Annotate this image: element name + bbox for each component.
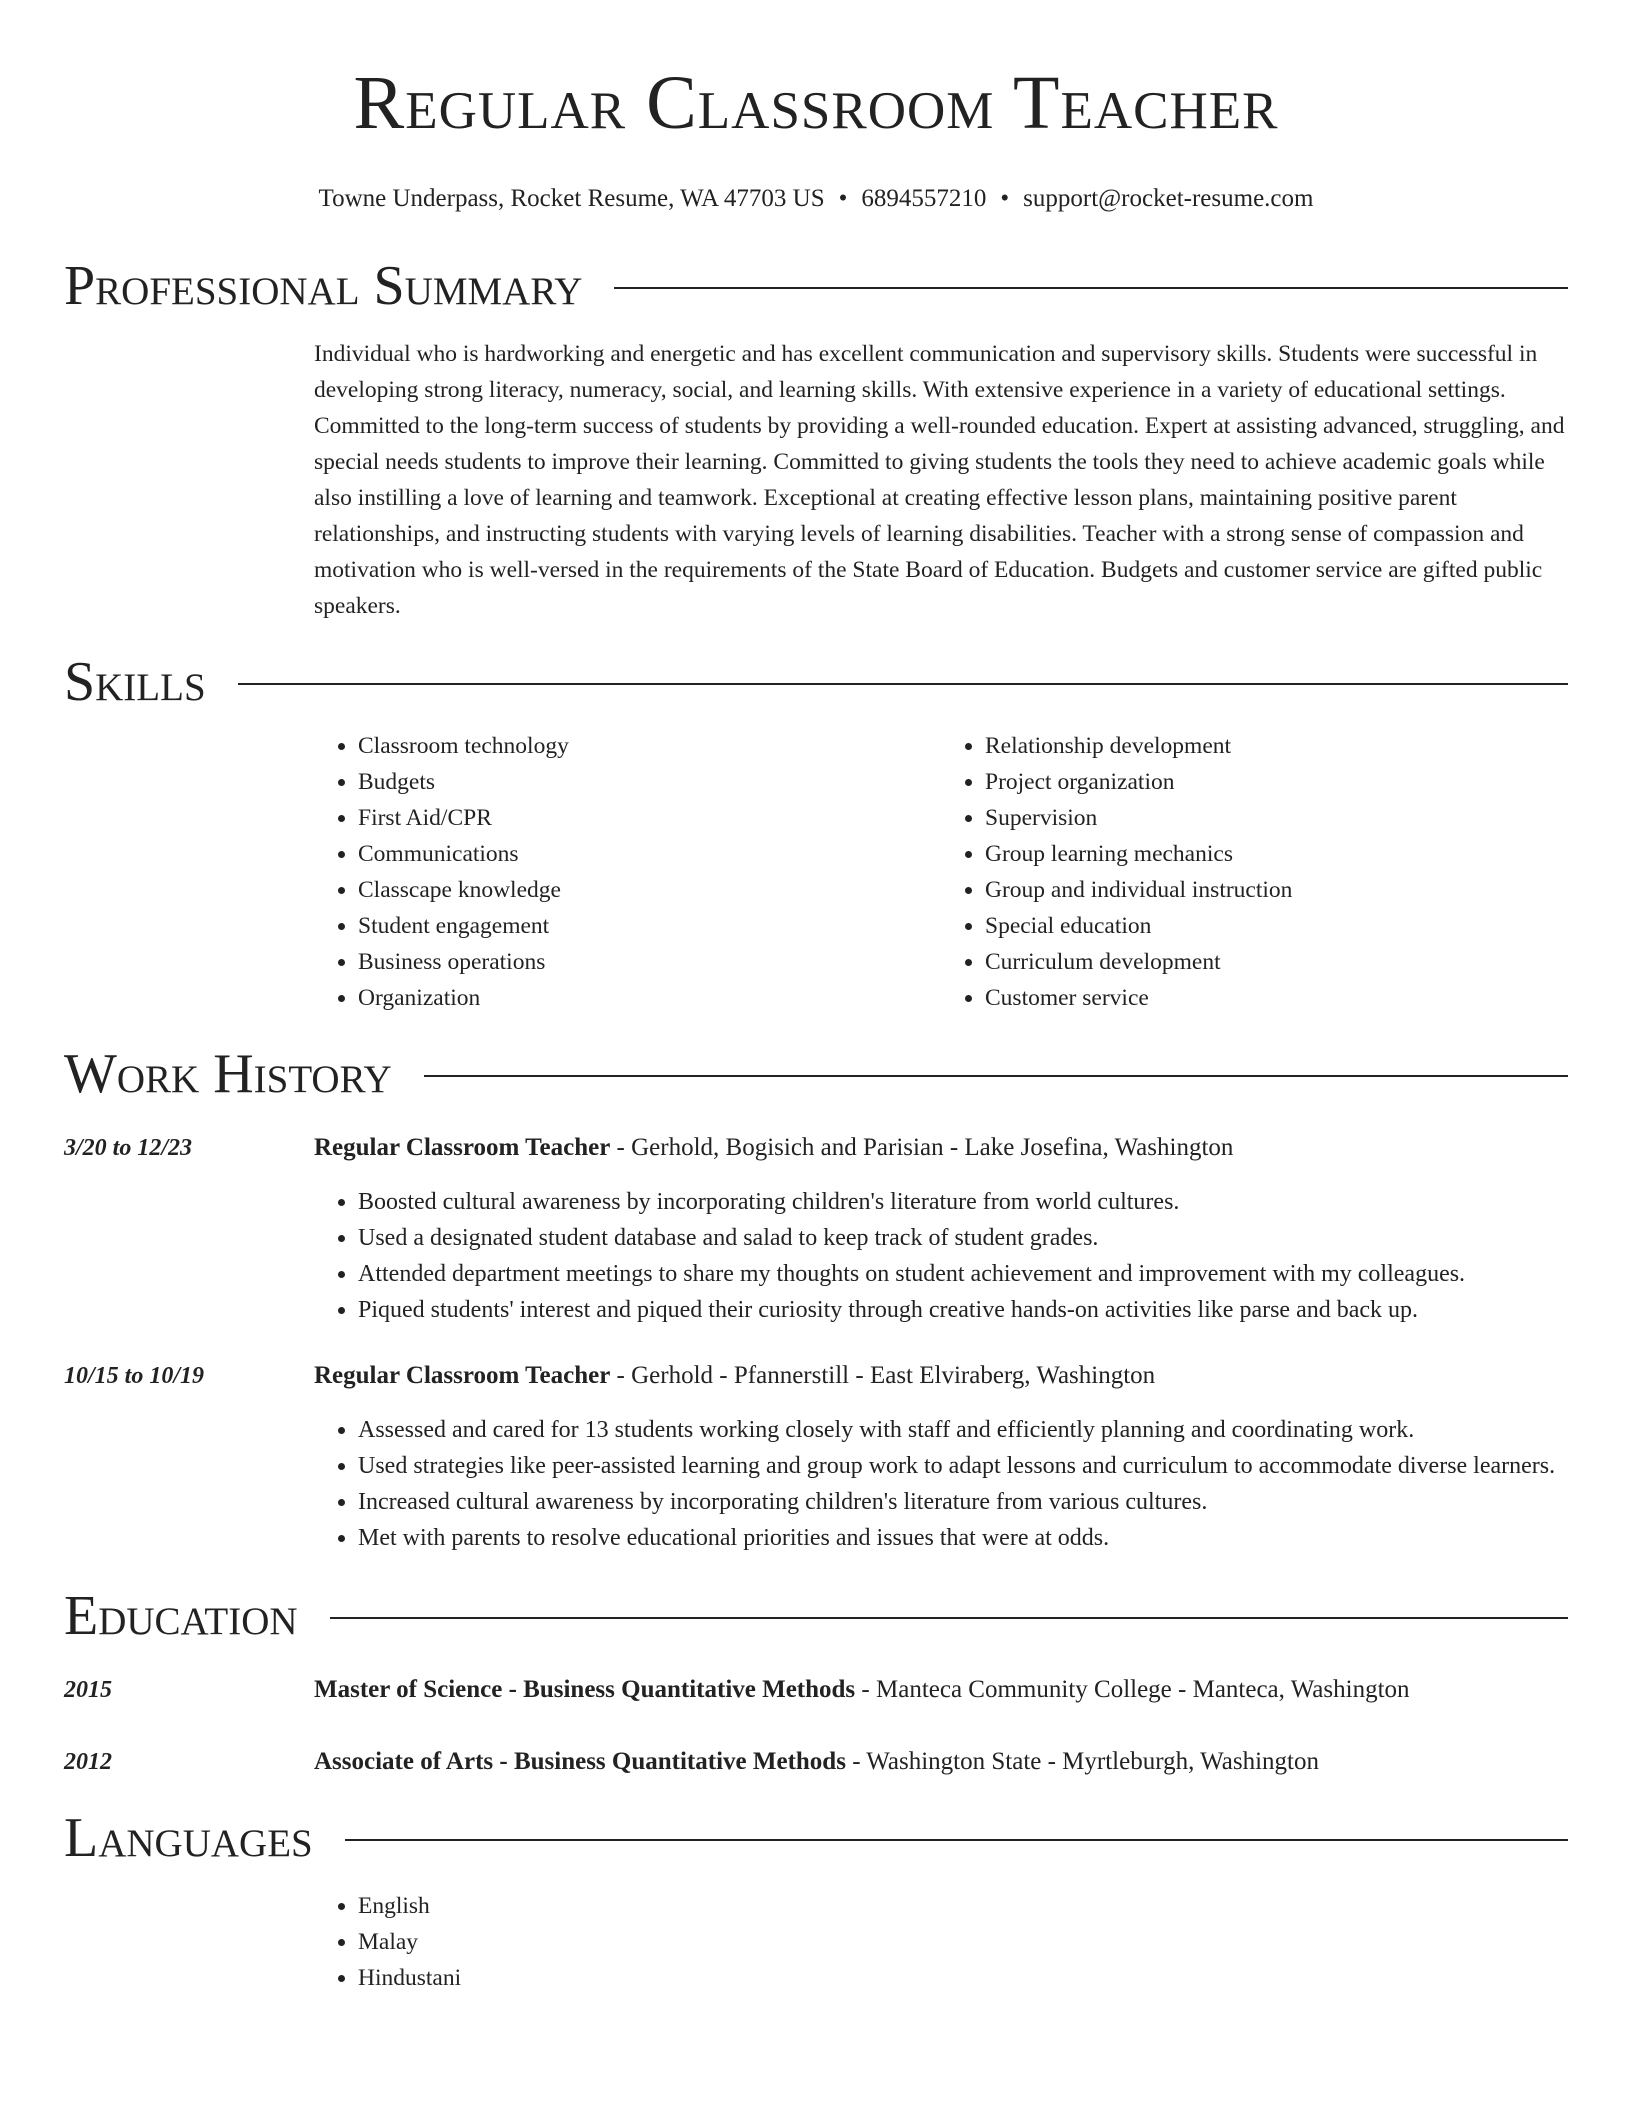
skill-item: • Student engagement [358,908,941,944]
education-section [64,1584,1568,1780]
contact-phone: 6894557210 [861,185,987,212]
section-divider [424,1075,1568,1077]
languages-header [64,1806,1568,1870]
job-title-line [314,1130,1568,1166]
skill-item: • Group learning mechanics [985,836,1568,872]
section-divider [330,1617,1568,1619]
work-header [64,1042,1568,1106]
job-entry [64,1358,1568,1556]
job-dates: 3/20 to 12/23 [64,1135,193,1161]
education-degree: Associate of Arts - Business Quantitative Methods [314,1748,846,1775]
job-entry [64,1130,1568,1328]
summary-text: Individual who is hardworking and energetic and has excellent communication and supervisory skills. Students were successful in developing strong literacy, numeracy, social, and learning skills. With extensive experience in a variety of educational settings. Committed to the long-term success of students by providing a well-rounded education. Expert at assisting advanced, struggling, and special needs students to improve their learning. Committed to giving students the tools they need to achieve academic goals while also instilling a love of learning and teamwork. Exceptional at creating effective lesson plans, maintaining positive parent relationships, and instructing students with varying levels of learning disabilities. Teacher with a strong sense of compassion and motivation who is well-versed in the requirements of the State Board of Education. Budgets and customer service are gifted public speakers. [314,341,1565,619]
job-employer: - Gerhold - Pfannerstill - East Elviraberg, Washington [610,1362,1156,1389]
contact-separator: • [838,185,848,212]
job-role: Regular Classroom Teacher [314,1134,611,1161]
job-bullets [314,1184,1568,1328]
education-title: Education [64,1585,298,1647]
work-section [64,1042,1568,1556]
education-entry [64,1744,1568,1780]
skill-item: • Relationship development [985,728,1568,764]
language-item: • Malay [358,1924,1568,1960]
skills-header [64,650,1568,714]
resume-name: Regular Classroom Teacher [353,61,1279,145]
language-item: • English [358,1888,1568,1924]
skills-section [64,650,1568,1016]
languages-list [314,1888,1568,1996]
skills-list-left [314,728,941,1016]
education-school: - Manteca Community College - Manteca, Washington [855,1676,1410,1703]
job-bullet: • Boosted cultural awareness by incorporating children's literature from world cultures. [358,1184,1568,1220]
section-divider [614,287,1568,289]
language-item: • Hindustani [358,1960,1568,1996]
job-bullet: • Increased cultural awareness by incorporating children's literature from various cultures. [358,1484,1568,1520]
contact-line [64,182,1568,216]
skill-item: • Organization [358,980,941,1016]
skill-item: • Classcape knowledge [358,872,941,908]
summary-title: Professional Summary [64,255,583,317]
skill-item: • First Aid/CPR [358,800,941,836]
skill-item: • Classroom technology [358,728,941,764]
job-bullet: • Met with parents to resolve educational priorities and issues that were at odds. [358,1520,1568,1556]
skill-item: • Budgets [358,764,941,800]
languages-section [64,1806,1568,1996]
education-year: 2015 [64,1677,112,1703]
education-year: 2012 [64,1749,112,1775]
contact-email: support@rocket-resume.com [1023,185,1314,212]
skills-list-right [941,728,1568,1016]
summary-header [64,254,1568,318]
job-dates: 10/15 to 10/19 [64,1363,205,1389]
skill-item: • Group and individual instruction [985,872,1568,908]
education-degree: Master of Science - Business Quantitative Methods [314,1676,856,1703]
job-bullet: • Used a designated student database and salad to keep track of student grades. [358,1220,1568,1256]
job-role: Regular Classroom Teacher [314,1362,611,1389]
skill-item: • Curriculum development [985,944,1568,980]
job-bullet: • Used strategies like peer-assisted learning and group work to adapt lessons and curriculum to accommodate diverse learners. [358,1448,1568,1484]
contact-separator: • [1000,185,1010,212]
job-employer: - Gerhold, Bogisich and Parisian - Lake Josefina, Washington [610,1134,1234,1161]
work-title: Work History [64,1043,392,1105]
skill-item: • Customer service [985,980,1568,1016]
job-bullet: • Piqued students' interest and piqued their curiosity through creative hands-on activities like parse and back up. [358,1292,1568,1328]
skill-item: • Communications [358,836,941,872]
job-bullets [314,1412,1568,1556]
languages-title: Languages [64,1807,313,1869]
job-bullet: • Attended department meetings to share my thoughts on student achievement and improvement with my colleagues. [358,1256,1568,1292]
job-title-line [314,1358,1568,1394]
skill-item: • Special education [985,908,1568,944]
skill-item: • Supervision [985,800,1568,836]
education-school: - Washington State - Myrtleburgh, Washington [845,1748,1319,1775]
skill-item: • Business operations [358,944,941,980]
summary-section [64,254,1568,624]
skill-item: • Project organization [985,764,1568,800]
section-divider [238,683,1568,685]
skills-columns [314,728,1568,1016]
job-bullet: • Assessed and cared for 13 students working closely with staff and efficiently planning and coordinating work. [358,1412,1568,1448]
contact-address: Towne Underpass, Rocket Resume, WA 47703 US [318,185,825,212]
section-divider [345,1839,1568,1841]
education-header [64,1584,1568,1648]
education-entry [64,1672,1568,1708]
skills-title: Skills [64,651,206,713]
